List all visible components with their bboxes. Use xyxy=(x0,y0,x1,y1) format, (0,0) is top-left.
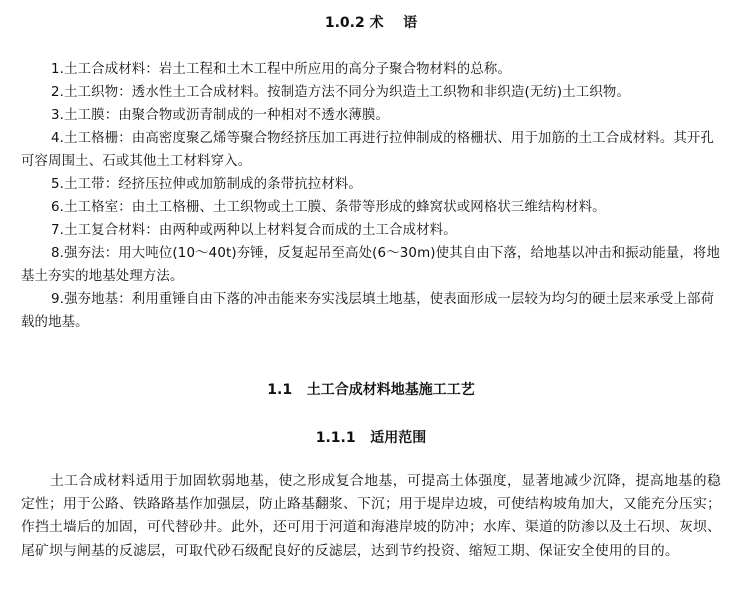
section-title-1-1: 1.1 土工合成材料地基施工工艺 xyxy=(267,382,475,398)
section-title-1-1-1: 1.1.1 适用范围 xyxy=(315,430,427,446)
term-item-3 xyxy=(21,104,721,127)
term-item-9 xyxy=(21,288,721,334)
term-text: 9.强夯地基：利用重锤自由下落的冲击能来夯实浅层填土地基，使表面形成一层较为均匀的硬土层来承受上部荷载的地基。 xyxy=(21,292,715,330)
scope-paragraph: 土工合成材料适用于加固软弱地基，使之形成复合地基，可提高土体强度，显著地减少沉降，提高地基的稳定性；用于公路、铁路路基作加强层，防止路基翻浆、下沉；用于堤岸边坡，可使结构坡角加大，又能充分压实；作挡土墙后的加固，可代替砂井。此外，还可用于河道和海港岸坡的防冲；水库、渠道的防渗以及土石坝、灰坝、尾矿坝与闸基的反滤层，可取代砂石级配良好的反滤层，达到节约投资、缩短工期、保证安全使用的目的。 xyxy=(21,473,721,559)
term-text: 7.土工复合材料：由两种或两种以上材料复合而成的土工合成材料。 xyxy=(51,223,457,238)
term-item-1 xyxy=(21,58,721,81)
term-text: 6.土工格室：由土工格栅、土工织物或土工膜、条带等形成的蜂窝状或网格状三维结构材料。 xyxy=(51,200,606,215)
term-text: 1.土工合成材料：岩土工程和土木工程中所应用的高分子聚合物材料的总称。 xyxy=(51,62,511,77)
term-text: 8.强夯法：用大吨位(10～40t)夯锤，反复起吊至高处(6～30m)使其自由下落，给地基以冲击和振动能量，将地基土夯实的地基处理方法。 xyxy=(21,246,721,284)
term-item-6 xyxy=(21,196,721,219)
term-item-2 xyxy=(21,81,721,104)
term-text: 4.土工格栅：由高密度聚乙烯等聚合物经挤压加工再进行拉伸制成的格栅状、用于加筋的土工合成材料。其开孔可容周围土、石或其他土工材料穿入。 xyxy=(21,131,715,169)
term-text: 5.土工带：经挤压拉伸或加筋制成的条带抗拉材料。 xyxy=(51,177,362,192)
term-item-8 xyxy=(21,242,721,288)
term-item-4 xyxy=(21,127,721,173)
section-title-terms: 1.0.2 术 语 xyxy=(324,15,418,31)
term-item-7 xyxy=(21,219,721,242)
term-item-5 xyxy=(21,173,721,196)
term-text: 3.土工膜：由聚合物或沥青制成的一种相对不透水薄膜。 xyxy=(51,108,390,123)
term-text: 2.土工织物：透水性土工合成材料。按制造方法不同分为织造土工织物和非织造(无纺)土工织物。 xyxy=(51,85,630,100)
